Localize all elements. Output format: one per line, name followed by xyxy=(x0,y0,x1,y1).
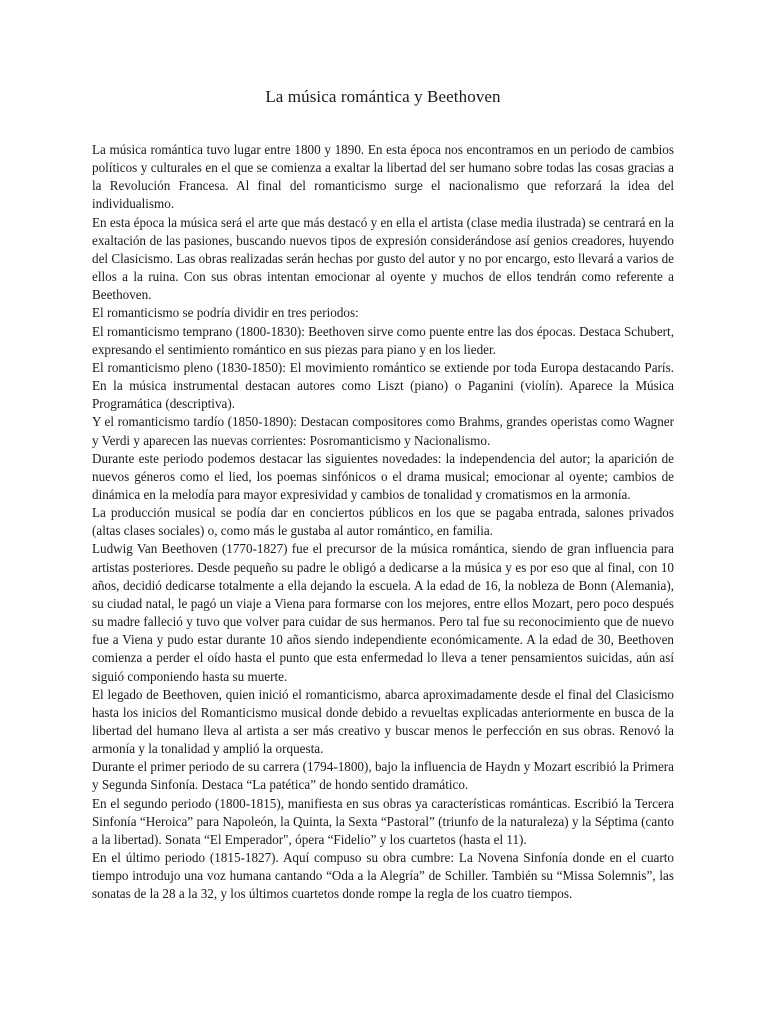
paragraph-beethoven-bio: Ludwig Van Beethoven (1770-1827) fue el precursor de la música romántica, siendo de gran influencia para artistas posteriores. Desde pequeño su padre le obligó a dedicarse a la música y es por eso que al final, con 10 años, decidió dedicarse totalmente a ella dejando la escuela. A la edad de 16, la nobleza de Bonn (Alemania), su ciudad natal, le pagó un viaje a Viena para formarse con los mejores, entre ellos Mozart, pero poco después su madre falleció y tuvo que volver para cuidar de sus hermanos. Pero tal fue su reconocimiento que de nuevo fue a Viena y pudo estar durante 10 años siendo independiente económicamente. A la edad de 30, Beethoven comienza a perder el oído hasta el punto que esta enfermedad lo lleva a tener pensamientos suicidas, aún así siguió componiendo hasta su muerte. xyxy=(92,541,674,684)
paragraph-first-period: Durante el primer periodo de su carrera (1794-1800), bajo la influencia de Haydn y Mozart escribió la Primera y Segunda Sinfonía. Destaca “La patética” de hondo sentido dramático. xyxy=(92,759,674,793)
paragraph-art: En esta época la música será el arte que más destacó y en ella el artista (clase media ilustrada) se centrará en la exaltación de las pasiones, buscando nuevos tipos de expresión considerándose así genios creadores, huyendo del Clasicismo. Las obras realizadas serán hechas por gusto del autor y no por encargo, esto llevará a varios de ellos a la ruina. Con sus obras intentan emocionar al oyente y muchos de ellos tendrán como referente a Beethoven. xyxy=(92,214,674,303)
document-body xyxy=(92,141,674,904)
document-page xyxy=(92,86,674,904)
paragraph-intro: La música romántica tuvo lugar entre 1800 y 1890. En esta época nos encontramos en un periodo de cambios políticos y culturales en el que se comienza a exaltar la libertad del ser humano sobre todas las cosas gracias a la Revolución Francesa. Al final del romanticismo surge el nacionalismo que reforzará la idea del individualismo. xyxy=(92,142,674,212)
paragraph-periods-intro: El romanticismo se podría dividir en tres periodos: xyxy=(92,305,359,321)
document-title: La música romántica y Beethoven xyxy=(265,87,501,106)
paragraph-early-romanticism: El romanticismo temprano (1800-1830): Beethoven sirve como puente entre las dos épocas. Destaca Schubert, expresando el sentimiento romántico en sus piezas para piano y en los lieder. xyxy=(92,323,674,357)
paragraph-full-romanticism: El romanticismo pleno (1830-1850): El movimiento romántico se extiende por toda Europa destacando París. En la música instrumental destacan autores como Liszt (piano) o Paganini (violín). Aparece la Música Programática (descriptiva). xyxy=(92,359,674,412)
paragraph-second-period: En el segundo periodo (1800-1815), manifiesta en sus obras ya características románticas. Escribió la Tercera Sinfonía “Heroica” para Napoleón, la Quinta, la Sexta “Pastoral” (triunfo de la naturaleza) y la Séptima (canto a la libertad). Sonata “El Emperador", ópera “Fidelio” y los cuartetos (hasta el 11). xyxy=(92,795,674,847)
paragraph-legacy: El legado de Beethoven, quien inició el romanticismo, abarca aproximadamente desde el final del Clasicismo hasta los inicios del Romanticismo musical donde debido a revueltas explicadas anteriormente en busca de la libertad del humano lleva al artista a ser más creativo y buscar menos le perfección en sus obras. Renovó la armonía y la tonalidad y amplió la orquesta. xyxy=(92,686,674,757)
paragraph-novelties: Durante este periodo podemos destacar las siguientes novedades: la independencia del autor; la aparición de nuevos géneros como el lied, los poemas sinfónicos o el drama musical; emocionar al oyente; cambios de dinámica en la melodía para mayor expresividad y cambios de tonalidad y cromatismos en la armonía. xyxy=(92,450,674,502)
paragraph-last-period: En el último periodo (1815-1827). Aquí compuso su obra cumbre: La Novena Sinfonía donde en el cuarto tiempo introdujo una voz humana cantando “Oda a la Alegría” de Schiller. También su “Missa Solemnis”, las sonatas de la 28 a la 32, y los últimos cuartetos donde rompe la regla de los cuatro tiempos. xyxy=(92,850,674,902)
paragraph-late-romanticism: Y el romanticismo tardío (1850-1890): Destacan compositores como Brahms, grandes operistas como Wagner y Verdi y aparecen las nuevas corrientes: Posromanticismo y Nacionalismo. xyxy=(92,414,674,448)
paragraph-production: La producción musical se podía dar en conciertos públicos en los que se pagaba entrada, salones privados (altas clases sociales) o, como más le gustaba al autor romántico, en familia. xyxy=(92,505,674,539)
